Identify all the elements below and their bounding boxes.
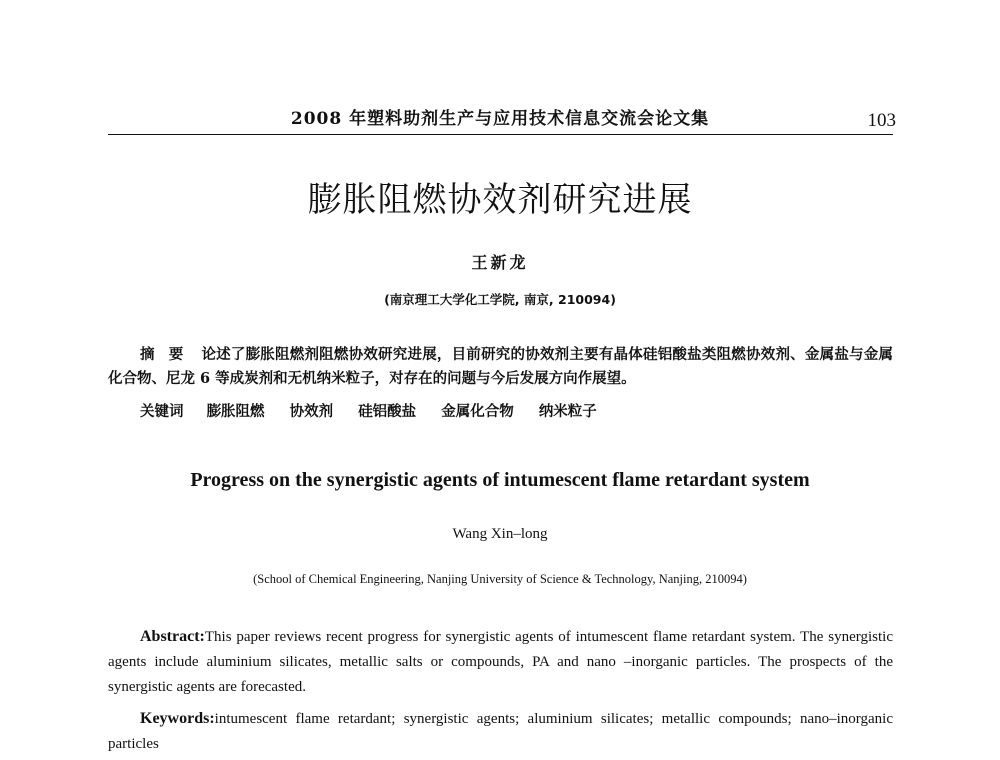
keywords-english xyxy=(108,706,893,757)
abstract-text-chinese: 论述了膨胀阻燃剂阻燃协效研究进展，目前研究的协效剂主要有晶体硅铝酸盐类阻燃协效剂、金属盐与金属化合物、尼龙 6 等成炭剂和无机纳米粒子，对存在的问题与今后发展方向作展望。 xyxy=(108,346,893,387)
page-number: 103 xyxy=(867,110,896,131)
keyword-chinese: 金属化合物 xyxy=(441,403,514,420)
title-chinese: 膨胀阻燃协效剂研究进展 xyxy=(307,180,693,220)
abstract-text-english: This paper reviews recent progress for synergistic agents of intumescent flame retardant system. The synergistic agents include aluminium silicates, metallic salts or compounds, PA and nano –inorganic particles. The prospects of the synergistic agents are forecasted. xyxy=(108,629,893,695)
keywords-label-chinese: 关键词 xyxy=(140,404,184,420)
abstract-label-english: Abstract: xyxy=(140,628,205,645)
keyword-chinese: 纳米粒子 xyxy=(538,403,597,420)
author-chinese: 王新龙 xyxy=(471,253,529,272)
title-english: Progress on the synergistic agents of intumescent flame retardant system xyxy=(190,469,810,491)
affiliation-english: (School of Chemical Engineering, Nanjing University of Science & Technology, Nanjing, 210094) xyxy=(253,572,747,586)
abstract-label-chinese: 摘要 xyxy=(140,347,198,363)
keyword-chinese: 硅铝酸盐 xyxy=(358,403,417,420)
keyword-chinese: 膨胀阻燃 xyxy=(206,403,265,420)
author-english: Wang Xin–long xyxy=(452,526,548,542)
keywords-label-english: Keywords: xyxy=(140,710,215,727)
keyword-chinese: 协效剂 xyxy=(289,403,334,420)
header-rule xyxy=(108,134,893,135)
abstract-english xyxy=(108,624,893,700)
keywords-text-english: intumescent flame retardant; synergistic agents; aluminium silicates; metallic compounds; nano–inorganic particles xyxy=(108,711,893,752)
abstract-chinese xyxy=(108,343,893,391)
affiliation-chinese: (南京理工大学化工学院, 南京, 210094) xyxy=(384,292,616,307)
keywords-chinese xyxy=(140,400,900,421)
running-header-title: 2008 年塑料助剂生产与应用技术信息交流会论文集 xyxy=(290,109,710,129)
